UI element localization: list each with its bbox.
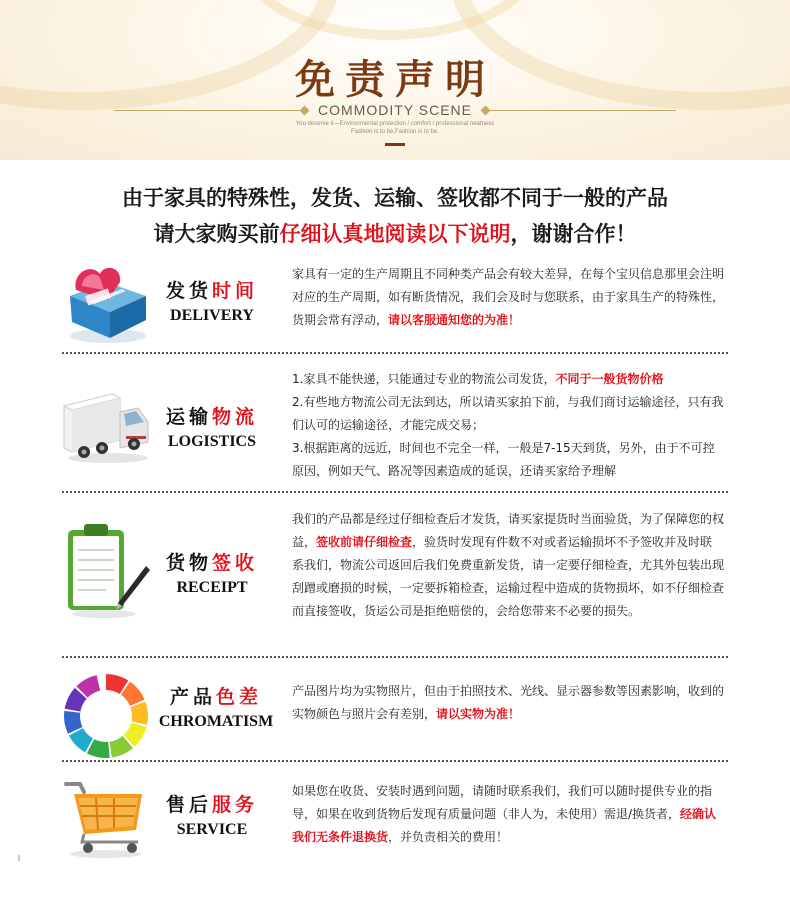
description-highlight: 请以实物为准！ xyxy=(436,707,521,721)
truck-icon xyxy=(60,376,152,468)
section-description xyxy=(292,263,724,332)
label-cn xyxy=(152,276,272,303)
section-label xyxy=(152,548,272,597)
dotted-divider xyxy=(62,760,728,762)
intro-text: 请大家购买前 xyxy=(153,222,280,246)
section-delivery xyxy=(60,258,740,348)
section-description xyxy=(292,680,724,726)
label-cn-highlight: 色差 xyxy=(216,686,263,708)
label-cn-part: 运输 xyxy=(165,406,212,428)
gift-box-icon xyxy=(60,256,152,348)
intro xyxy=(0,182,790,248)
header-banner xyxy=(0,0,790,160)
description-text: 如果您在收货、安装时遇到问题，请随时联系我们，我们可以随时提供专业的指导，如果在收到货物后发现有质量问题（非人为，未使用）需退/换货者， xyxy=(292,784,713,821)
dotted-divider xyxy=(62,352,728,354)
page-subtitle: COMMODITY SCENE xyxy=(318,102,472,118)
label-cn xyxy=(152,682,280,709)
section-label xyxy=(152,682,280,731)
label-en: DELIVERY xyxy=(170,307,254,324)
edge-mark xyxy=(18,855,20,861)
tagline: Fashion is to be,Fashion is to be. xyxy=(350,129,440,135)
clipboard-pen-icon xyxy=(60,520,152,612)
description-text: 我们的产品都是经过仔细检查后才发货，请买家提货时当面验货，为了保障您的权益， xyxy=(292,512,725,549)
label-en: RECEIPT xyxy=(176,579,248,596)
dotted-divider xyxy=(62,656,728,658)
label-cn-part: 发货 xyxy=(165,280,212,302)
label-cn-part: 货物 xyxy=(165,552,212,574)
subtitle-row xyxy=(0,100,790,120)
description-text: 产品图片均为实物照片，但由于拍照技术、光线、显示器参数等因素影响，收到的实物颜色与照片会有差别， xyxy=(292,684,725,721)
label-cn xyxy=(152,548,272,575)
ornament-line xyxy=(114,110,304,111)
label-cn-highlight: 签收 xyxy=(212,552,259,574)
description-highlight: 不同于一般货物价格 xyxy=(555,372,664,386)
list-item xyxy=(292,368,724,391)
section-label xyxy=(152,402,272,451)
section-description xyxy=(292,368,724,483)
section-receipt xyxy=(60,508,740,648)
section-label xyxy=(152,276,272,325)
label-cn xyxy=(152,790,272,817)
section-chromatism xyxy=(60,680,740,750)
section-description xyxy=(292,780,724,849)
section-label xyxy=(152,790,272,839)
intro-line-2 xyxy=(0,218,790,248)
label-cn-highlight: 物流 xyxy=(212,406,259,428)
description-highlight: 请以客服通知您的为准！ xyxy=(388,313,521,327)
list-item: 2.有些地方物流公司无法到达，所以请买家拍下前，与我们商讨运输途径，只有我们认可的运输途径，才能完成交易； xyxy=(292,395,724,432)
intro-line-1: 由于家具的特殊性，发货、运输、签收都不同于一般的产品 xyxy=(122,186,668,210)
section-logistics xyxy=(60,368,740,483)
shopping-cart-icon xyxy=(60,770,152,862)
description-text: ，验货时发现有件数不对或者运输损坏不予签收并及时联系我们，物流公司返回后我们免费重新发货，请一定要仔细检查，尤其外包装出现刮蹭或磨损的时候，一定要拆箱检查，运输过程中造成的货物损坏，如不仔细检查而直接签收，货运公司是拒绝赔偿的，会给您带来不必要的损失。 xyxy=(292,535,725,618)
description-highlight: 经确认我们无条件退换货 xyxy=(292,807,717,844)
label-cn-highlight: 服务 xyxy=(212,794,259,816)
dotted-divider xyxy=(62,491,728,493)
page-title: 免责声明 xyxy=(295,56,495,103)
label-cn-part: 售后 xyxy=(165,794,212,816)
ornament-line xyxy=(486,110,676,111)
description-text: ，并负责相关的费用！ xyxy=(388,830,509,844)
label-cn-part: 产品 xyxy=(169,686,216,708)
list-item: 3.根据距离的远近，时间也不完全一样，一般是7-15天到货，另外，由于不可控原因，例如天气、路况等因素造成的延误，还请买家给予理解 xyxy=(292,441,715,478)
label-en: SERVICE xyxy=(176,821,248,838)
label-cn xyxy=(152,402,272,429)
section-description xyxy=(292,508,724,623)
intro-text: ，谢谢合作！ xyxy=(510,222,637,246)
title-divider xyxy=(385,143,405,146)
label-en: LOGISTICS xyxy=(167,433,257,450)
description-highlight: 签收前请仔细检查 xyxy=(316,535,413,549)
description-text: 家具有一定的生产周期且不同种类产品会有较大差异，在每个宝贝信息那里会注明对应的生产周期，如有断货情况，我们会及时与您联系，由于家具生产的特殊性，货期会常有浮动， xyxy=(292,267,725,327)
description-text: 1.家具不能快递，只能通过专业的物流公司发货， xyxy=(292,372,556,386)
label-cn-highlight: 时间 xyxy=(212,280,259,302)
intro-highlight: 仔细认真地阅读以下说明 xyxy=(279,222,511,246)
label-en: CHROMATISM xyxy=(158,713,274,730)
color-wheel-icon xyxy=(60,670,152,762)
section-service xyxy=(60,780,740,852)
tagline: You deserve it—Environmental protection / comfort / professional neatness xyxy=(295,121,495,127)
